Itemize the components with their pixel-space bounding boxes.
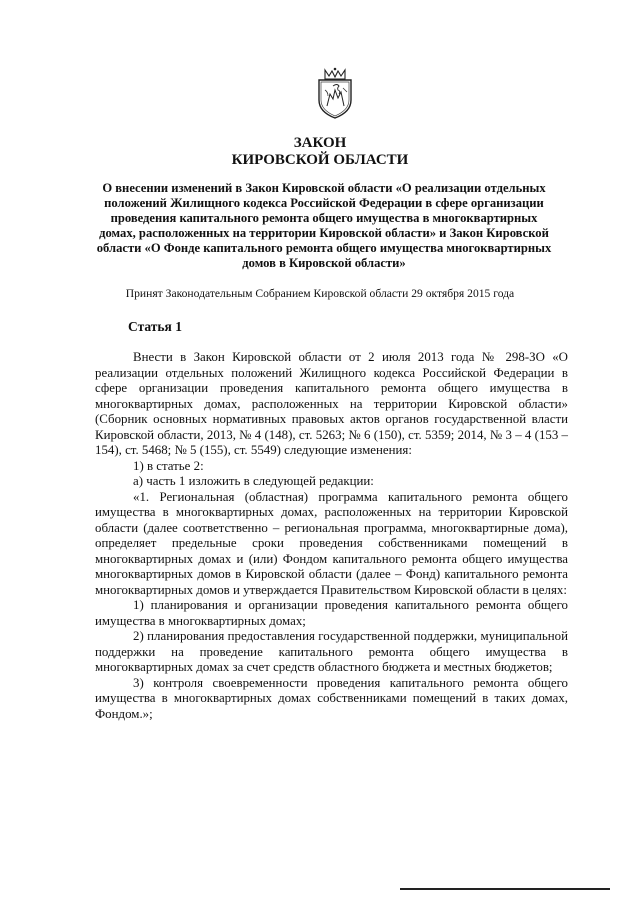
document-type: ЗАКОН: [293, 135, 347, 151]
paragraph: Внести в Закон Кировской области от 2 июля 2013 года № 298-ЗО «О реализации отдельных положений Жилищного кодекса Российской Федерации в сфере организации проведения капитального ремонта общего имущества в многоквартирных домах, расположенных на территории Кировской области» (Сборник основных нормативных правовых актов органов государственной власти Кировской области, 2013, № 4 (148), ст. 5263; № 6 (150), ст. 5359; 2014, № 3 – 4 (153 – 154), ст. 5468; № 5 (155), ст. 5549) следующие изменения:: [95, 350, 568, 457]
paragraph: 1) планирования и организации проведения капитального ремонта общего имущества в многоквартирных домах;: [95, 598, 568, 628]
coat-of-arms-icon: [313, 66, 357, 120]
article-title: Статья 1: [128, 319, 182, 334]
paragraph: а) часть 1 изложить в следующей редакции:: [133, 474, 374, 488]
article-body: [95, 335, 568, 722]
paragraph: 1) в статье 2:: [133, 458, 204, 473]
paragraph: «1. Региональная (областная) программа капитального ремонта общего имущества в многоквартирных домах, расположенных на территории Кировской области (далее соответственно – региональная программа, многоквартирные дома), определяет предельные сроки проведения собственниками помещений в многоквартирных домах и (или) Фондом капитального ремонта общего имущества многоквартирных домов в Кировской области (далее – Фонд) капитального ремонта многоквартирных домов и утверждается Правительством Кировской области в целях:: [95, 489, 568, 597]
paragraph: 2) планирования предоставления государственной поддержки, муниципальной поддержки на проведение капитального ремонта общего имущества в многоквартирных домах за счет средств областного бюджета и местных бюджетов;: [95, 629, 568, 674]
law-subject: О внесении изменений в Закон Кировской области «О реализации отдельных положений Жилищного кодекса Российской Федерации в сфере организации проведения капитального ремонта общего имущества в многоквартирных домах, расположенных на территории Кировской области» и Закон Кировской области «О Фонде капитального ремонта общего имущества многоквартирных домов в Кировской области»: [96, 181, 552, 270]
document-region: КИРОВСКОЙ ОБЛАСТИ: [231, 152, 409, 168]
footer-rule: [400, 888, 610, 890]
paragraph: 3) контроля своевременности проведения капитального ремонта общего имущества в многоквартирных домах собственниками помещений в таких домах, Фондом.»;: [95, 675, 568, 721]
adoption-note: Принят Законодательным Собранием Кировской области 29 октября 2015 года: [125, 287, 515, 300]
